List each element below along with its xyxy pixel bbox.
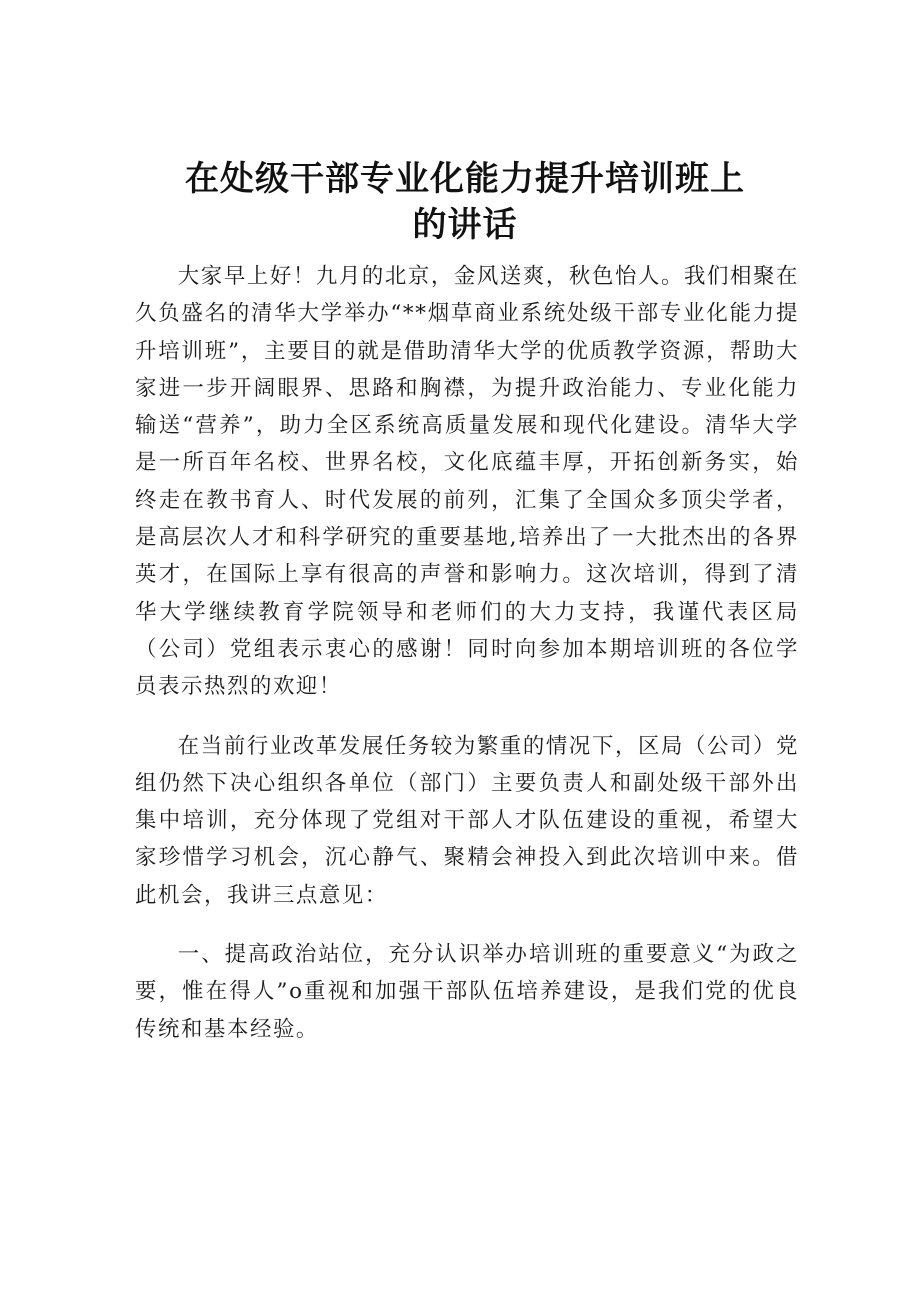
paragraph-context: 在当前行业改革发展任务较为繁重的情况下，区局（公司）党组仍然下决心组织各单位（部门）主要负责人和副处级干部外出集中培训，充分体现了党组对干部人才队伍建设的重视，希望大家珍惜学习机会，沉心静气、聚精会神投入到此次培训中来。借此机会，我讲三点意见： [135, 733, 799, 908]
document-title: 在处级干部专业化能力提升培训班上的讲话 [185, 159, 745, 245]
document-body [135, 258, 799, 1070]
paragraph-section-one: 一、提高政治站位，充分认识举办培训班的重要意义“为政之要，惟在得人”o重视和加强干部队伍培养建设，是我们党的优良传统和基本经验。 [135, 942, 799, 1042]
paragraph-greeting: 大家早上好！九月的北京，金风送爽，秋色怡人。我们相聚在久负盛名的清华大学举办“**烟草商业系统处级干部专业化能力提升培训班”，主要目的就是借助清华大学的优质教学资源，帮助大家进一步开阔眼界、思路和胸襟，为提升政治能力、专业化能力输送“营养”，助力全区系统高质量发展和现代化建设。清华大学是一所百年名校、世界名校，文化底蕴丰厚，开拓创新务实，始终走在教书育人、时代发展的前列，汇集了全国众多顶尖学者，是高层次人才和科学研究的重要基地,培养出了一大批杰出的各界英才，在国际上享有很高的声誉和影响力。这次培训，得到了清华大学继续教育学院领导和老师们的大力支持，我谨代表区局（公司）党组表示衷心的感谢！同时向参加本期培训班的各位学员表示热烈的欢迎！ [135, 264, 799, 700]
